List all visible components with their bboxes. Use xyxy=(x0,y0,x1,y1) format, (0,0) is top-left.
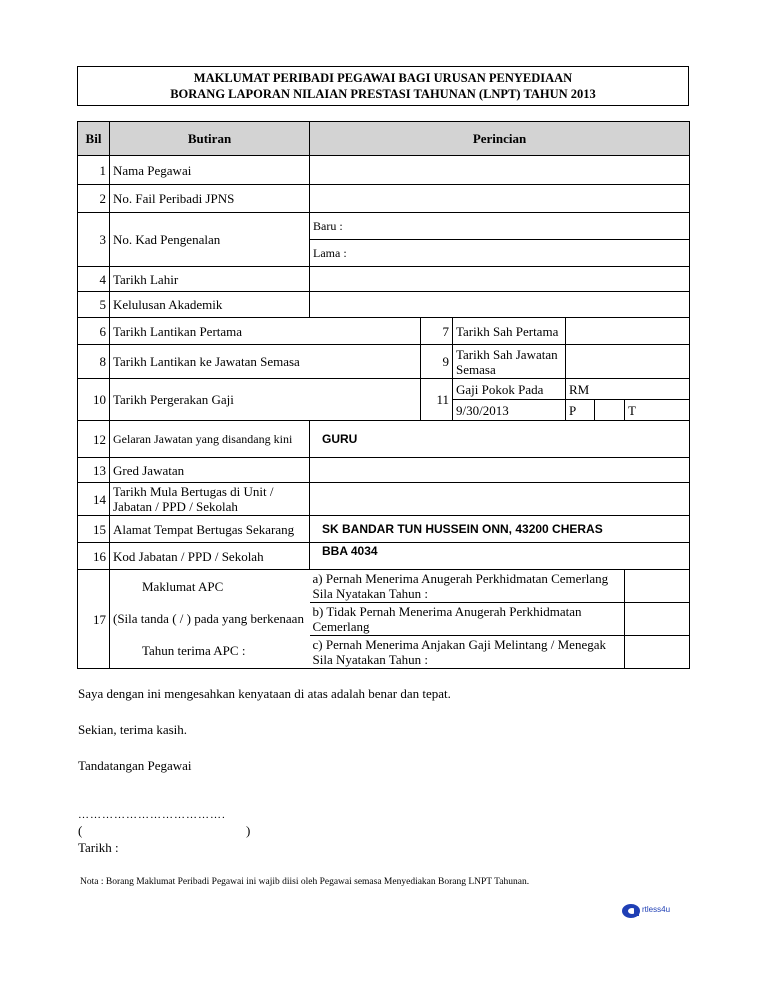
table-row xyxy=(78,292,690,318)
apc-label-cell xyxy=(110,570,310,669)
row-number: 5 xyxy=(78,292,110,318)
table-row xyxy=(78,267,690,292)
row-label: Tarikh Sah Jawatan Semasa xyxy=(453,345,566,379)
apc-option-c: c) Pernah Menerima Anjakan Gaji Melintang / Menegak Sila Nyatakan Tahun : xyxy=(310,636,625,669)
row-number: 10 xyxy=(78,379,110,421)
header-bil: Bil xyxy=(78,122,110,156)
tarikh-lahir-field[interactable] xyxy=(310,267,690,292)
row-label: Kelulusan Akademik xyxy=(110,292,310,318)
row-number: 7 xyxy=(421,318,453,345)
row-label: Tarikh Lantikan Pertama xyxy=(110,318,421,345)
alamat-field[interactable]: SK BANDAR TUN HUSSEIN ONN, 43200 CHERAS xyxy=(310,516,690,543)
row-label: No. Fail Peribadi JPNS xyxy=(110,185,310,213)
apc-option-a: a) Pernah Menerima Anugerah Perkhidmatan Cemerlang Sila Nyatakan Tahun : xyxy=(310,570,625,603)
closing-thanks: Sekian, terima kasih. xyxy=(78,722,188,737)
ic-baru-field[interactable]: Baru : xyxy=(310,213,690,240)
apc-year-label: Tahun terima APC : xyxy=(142,643,246,658)
row-number: 13 xyxy=(78,458,110,483)
form-title-line1: MAKLUMAT PERIBADI PEGAWAI BAGI URUSAN PENYEDIAAN xyxy=(193,71,573,85)
row-number: 14 xyxy=(78,483,110,516)
table-row xyxy=(78,483,690,516)
gaji-pokok-label: Gaji Pokok Pada xyxy=(453,379,566,400)
row-number: 9 xyxy=(421,345,453,379)
table-row xyxy=(78,213,690,240)
row-number: 1 xyxy=(78,156,110,185)
apc-option-a-checkbox[interactable] xyxy=(625,570,690,603)
row-label: Nama Pegawai xyxy=(110,156,310,185)
tarikh-sah-pertama-field[interactable] xyxy=(566,318,690,345)
row-number: 2 xyxy=(78,185,110,213)
apc-option-b: b) Tidak Pernah Menerima Anugerah Perkhidmatan Cemerlang xyxy=(310,603,625,636)
row-label: Alamat Tempat Bertugas Sekarang xyxy=(110,516,310,543)
name-paren-close: ) xyxy=(246,823,251,838)
gaji-p-value[interactable] xyxy=(595,400,625,421)
row-label: Tarikh Sah Pertama xyxy=(453,318,566,345)
signature-label: Tandatangan Pegawai xyxy=(78,758,192,773)
apc-option-b-checkbox[interactable] xyxy=(625,603,690,636)
table-row xyxy=(78,543,690,570)
row-label: Tarikh Lantikan ke Jawatan Semasa xyxy=(110,345,421,379)
ic-lama-field[interactable]: Lama : xyxy=(310,240,690,267)
table-row xyxy=(78,421,690,458)
apc-label: Maklumat APC xyxy=(142,579,224,594)
gaji-rm-field[interactable]: RM xyxy=(566,379,690,400)
apc-instruction: (Sila tanda ( / ) pada yang berkenaan xyxy=(113,611,304,626)
gaji-p-field[interactable]: P xyxy=(566,400,595,421)
signature-line: ………………………………. xyxy=(78,809,226,821)
table-row xyxy=(78,379,690,400)
gelaran-jawatan-field[interactable]: GURU xyxy=(310,421,690,458)
row-number: 16 xyxy=(78,543,110,570)
table-row xyxy=(78,345,690,379)
row-label: Tarikh Pergerakan Gaji xyxy=(110,379,421,421)
form-title-box xyxy=(77,66,689,106)
tarikh-mula-bertugas-field[interactable] xyxy=(310,483,690,516)
artless-logo xyxy=(622,903,682,919)
table-row xyxy=(78,185,690,213)
table-row xyxy=(78,318,690,345)
row-number: 8 xyxy=(78,345,110,379)
row-number: 4 xyxy=(78,267,110,292)
row-number: 15 xyxy=(78,516,110,543)
no-fail-field[interactable] xyxy=(310,185,690,213)
row-label: Tarikh Lahir xyxy=(110,267,310,292)
form-title-line2: BORANG LAPORAN NILAIAN PRESTASI TAHUNAN (LNPT) TAHUN 2013 xyxy=(170,87,596,101)
row-number: 6 xyxy=(78,318,110,345)
row-number: 3 xyxy=(78,213,110,267)
artless-logo-text: rtless4u xyxy=(642,905,671,914)
date-label: Tarikh : xyxy=(78,840,119,855)
row-label: Tarikh Mula Bertugas di Unit / Jabatan / PPD / Sekolah xyxy=(110,483,310,516)
nama-pegawai-field[interactable] xyxy=(310,156,690,185)
name-paren-open: ( xyxy=(78,823,83,838)
apc-option-c-checkbox[interactable] xyxy=(625,636,690,669)
table-row xyxy=(78,156,690,185)
row-label: Kod Jabatan / PPD / Sekolah xyxy=(110,543,310,570)
kelulusan-field[interactable] xyxy=(310,292,690,318)
row-number: 17 xyxy=(78,570,110,669)
table-row xyxy=(78,570,690,603)
confirmation-statement: Saya dengan ini mengesahkan kenyataan di atas adalah benar dan tepat. xyxy=(78,686,451,701)
header-butiran: Butiran xyxy=(110,122,310,156)
tarikh-sah-jawatan-field[interactable] xyxy=(566,345,690,379)
table-row xyxy=(78,458,690,483)
header-perincian: Perincian xyxy=(310,122,690,156)
row-label: No. Kad Pengenalan xyxy=(110,213,310,267)
table-header-row xyxy=(78,122,690,156)
footnote: Nota : Borang Maklumat Peribadi Pegawai ini wajib diisi oleh Pegawai semasa Menyediakan Borang LNPT Tahunan. xyxy=(80,877,530,887)
table-row xyxy=(78,516,690,543)
row-number: 12 xyxy=(78,421,110,458)
gred-jawatan-field[interactable] xyxy=(310,458,690,483)
kod-jabatan-field[interactable]: BBA 4034 xyxy=(310,543,690,570)
row-label: Gred Jawatan xyxy=(110,458,310,483)
gaji-date-label: 9/30/2013 xyxy=(453,400,566,421)
row-number: 11 xyxy=(421,379,453,421)
gaji-t-field[interactable]: T xyxy=(625,400,690,421)
row-label: Gelaran Jawatan yang disandang kini xyxy=(110,421,310,458)
personal-info-table xyxy=(77,121,690,669)
